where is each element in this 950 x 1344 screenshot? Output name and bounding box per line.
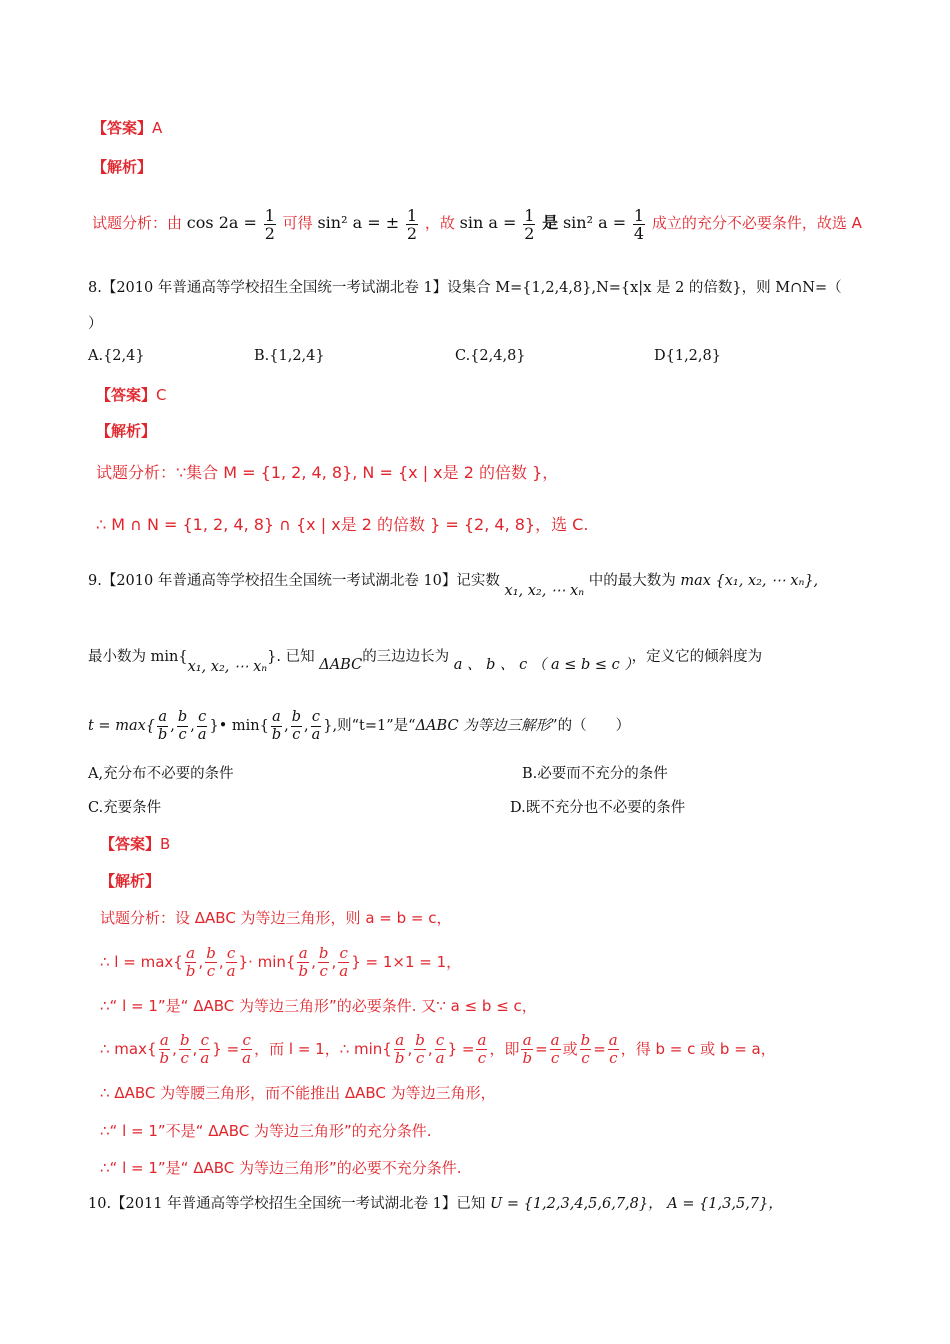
q9-stem-line3: t = max{ $\frac{a}{b}$ , $\frac{b}{c}$ , $\frac{c}{a}$ }• min{ $\frac{a}{b}$ , $\frac{b}{c}$ , $\frac{c}{a}$ },则“t=1”是“ΔABC 为等边三解形”的（ ） [88,708,631,743]
q9-option-d: D.既不充分也不必要的条件 [510,800,686,816]
fraction: $\frac{1}{2}$ [264,205,275,243]
q9-option-c: C.充要条件 [88,800,162,816]
q9-analysis-tag: 【解析】 [100,872,161,890]
q8-analysis-line2: ∴ M ∩ N = {1, 2, 4, 8} ∩ {x | x是 2 的倍数 } = {2, 4, 8}，选 C. [96,515,589,534]
q7-analysis-line: 试题分析：由 cos 2a = $\frac{1}{2}$ 可得 sin² a = ± $\frac{1}{2}$ ，故 sin a = $\frac{1}{2}$ 是 sin² a = $\frac{1}{4}$ 成立的充分不必要条件，故选 A [92,205,862,243]
q8-analysis-line1: 试题分析：∵集合 M = {1, 2, 4, 8}, N = {x | x是 2 的倍数 }， [96,463,559,482]
q8-option-a: A.{2,4} [88,348,145,364]
q8-option-b: B.{1,2,4} [254,348,325,364]
fraction: $\frac{1}{4}$ [633,205,645,243]
q9-analysis-line6: ∴“ l = 1”不是“ ΔABC 为等边三角形”的充分条件. [100,1122,432,1140]
q9-analysis-line5: ∴ ΔABC 为等腰三角形，而不能推出 ΔABC 为等边三角形， [100,1084,496,1102]
answer-value: A [152,119,163,137]
q9-option-b: B.必要而不充分的条件 [522,766,668,782]
q9-analysis-line4: ∴ max{ $\frac{a}{b}$ , $\frac{b}{c}$ , $\frac{c}{a}$ } = $\frac{c}{a}$ ，而 l = 1，∴ min{ $\frac{a}{b}$ , $\frac{b}{c}$ , $\frac{c}{a}$ } = $\frac{a}{c}$ ，即 $\frac{a}{b}$ = $\frac{a}{c}$ 或 $\frac{b}{c}$ = $\frac{a}{c}$ ，得 b = c 或 b = a， [100,1031,776,1067]
q8-stem-line1: 8.【2010 年普通高等学校招生全国统一考试湖北卷 1】设集合 M={1,2,4,8},N={x|x 是 2 的倍数}，则 M∩N=（ [88,280,842,296]
q9-stem-line1: 9.【2010 年普通高等学校招生全国统一考试湖北卷 10】记实数 x₁, x₂, ⋯ xₙ 中的最大数为 max {x₁, x₂, ⋯ xₙ}, [88,573,819,599]
q8-stem-line2: ） [88,316,103,332]
q9-analysis-line1: 试题分析：设 ΔABC 为等边三角形，则 a = b = c， [100,909,452,927]
q10-stem: 10.【2011 年普通高等学校招生全国统一考试湖北卷 1】已知 U = {1,2,3,4,5,6,7,8}， A = {1,3,5,7}， [88,1196,783,1212]
fraction: $\frac{1}{2}$ [524,205,535,243]
q7-analysis-tag: 【解析】 [92,158,153,176]
q9-analysis-line3: ∴“ l = 1”是“ ΔABC 为等边三角形”的必要条件. 又∵ a ≤ b ≤ c， [100,997,537,1015]
q9-answer-line: 【答案】B [100,835,171,853]
q9-option-a: A,充分布不必要的条件 [88,766,234,782]
q7-answer-line [92,117,162,139]
q8-analysis-tag: 【解析】 [96,422,157,440]
q8-option-d: D{1,2,8} [654,348,721,364]
q9-analysis-line2: ∴ l = max{ $\frac{a}{b}$ , $\frac{b}{c}$ , $\frac{c}{a}$ }· min{ $\frac{a}{b}$ , $\frac{b}{c}$ , $\frac{c}{a}$ } = 1×1 = 1， [100,944,462,980]
q8-option-c: C.{2,4,8} [455,348,526,364]
q9-stem-line2: 最小数为 min{x₁, x₂, ⋯ xₙ}. 已知 ΔABC的三边边长为 a 、 b 、 c （ a ≤ b ≤ c ），定义它的倾斜度为 [88,649,763,675]
answer-tag: 【答案】 [92,119,153,137]
q9-analysis-line7: ∴“ l = 1”是“ ΔABC 为等边三角形”的必要不充分条件. [100,1159,462,1177]
fraction: $\frac{1}{2}$ [406,205,418,243]
q8-answer-line: 【答案】C [96,386,167,404]
